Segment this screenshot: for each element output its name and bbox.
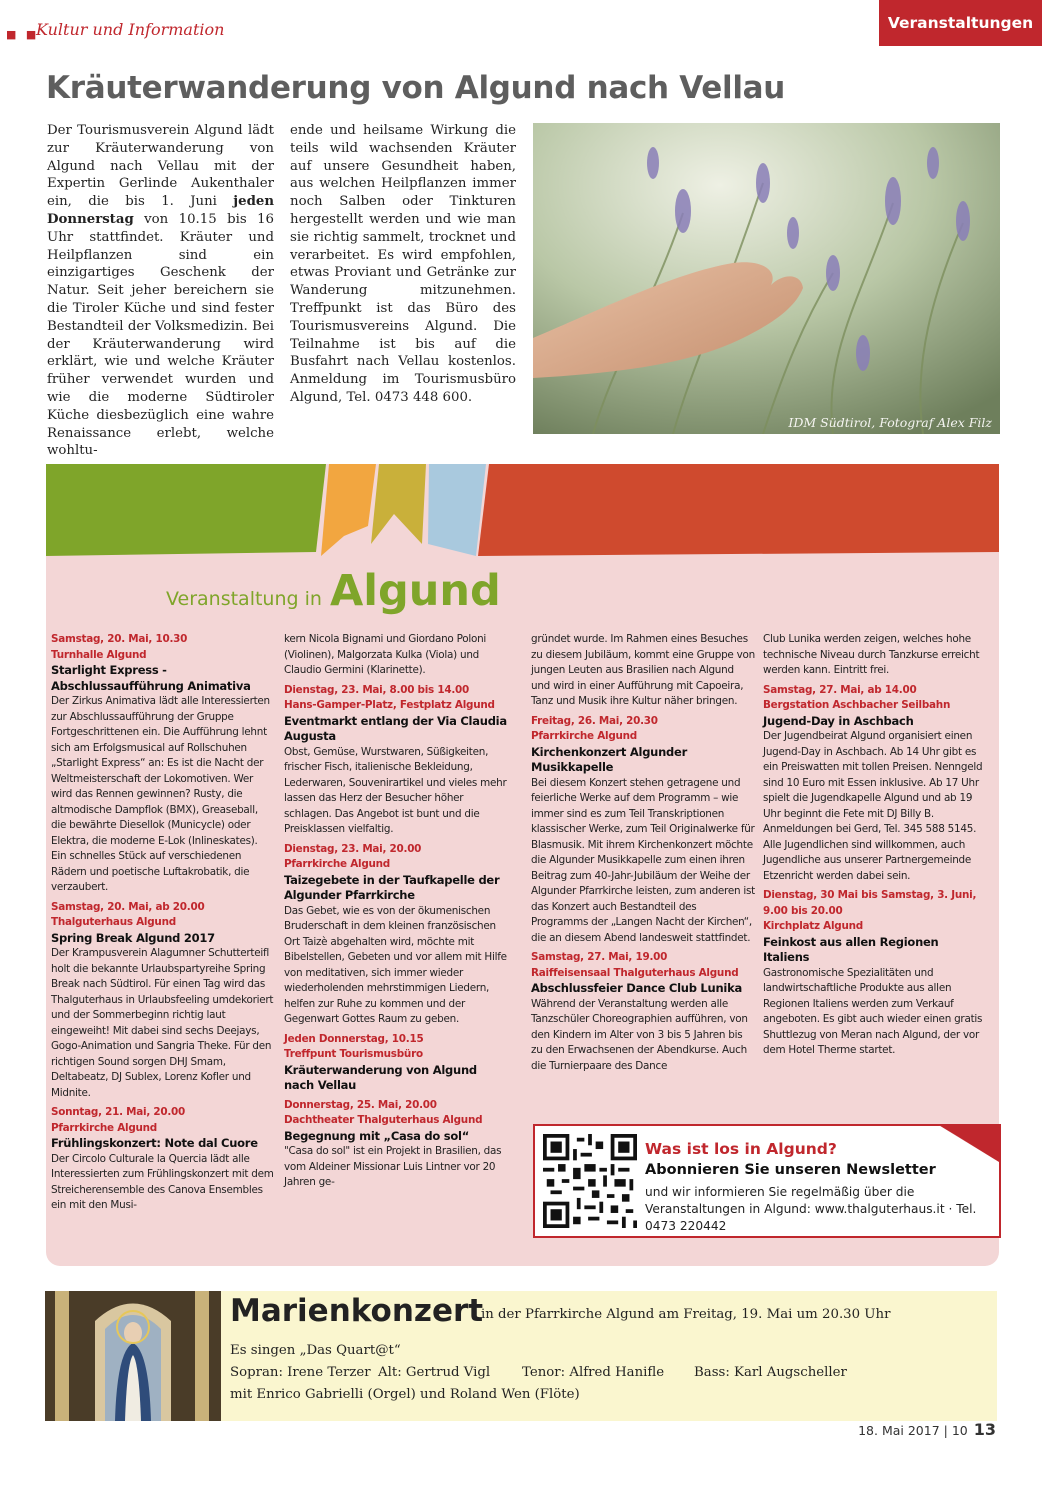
concert-title: Marienkonzert	[230, 1293, 484, 1329]
highlight-text: jeden Donnerstag	[47, 194, 274, 227]
voice-bass: Bass: Karl Augscheller	[694, 1365, 847, 1380]
corner-fold-icon	[937, 1122, 999, 1162]
header-dots: ■ ■	[6, 28, 40, 41]
events-column-2	[284, 632, 508, 1195]
herb-photo	[533, 123, 1000, 434]
article-column-1: Der Tourismusverein Algund lädt zur Kräuterwanderung von Algund nach Vellau mit der Expertin Gerlinde Aukenthaler ein, die bis 1. Juni jeden Donnerstag von 10.15 bis 16 Uhr stattfindet. Kräuter und Heilpflanzen sind ein einzigartiges Geschenk der Natur. Seit jeher bereichern sie die Tiroler Küche und sind fester Bestandteil der Volksmedizin. Bei der Kräuterwanderung wird erklärt, wie und welche Kräuter früher verwendet wurden und wie die moderne Südtiroler Küche diesbezüglich eine wahre Renaissance erlebt, welche wohltu-	[47, 123, 274, 459]
page-number: 13	[973, 1420, 996, 1439]
event-item: Jeden Donnerstag, 10.15 Treffpunt Tourismusbüro Kräuterwanderung von Algund nach Vellau	[284, 1032, 477, 1092]
page-footer	[858, 1420, 996, 1439]
event-item: Dienstag, 23. Mai, 20.00 Pfarrkirche Algund Taizegebete in der Taufkapelle der Algunder Pfarrkirche Das Gebet, wie es von der ökumenischen Bruderschaft in dem kleinen französischen Ort Taizè abgehalten wird, möchte mit Bibelstellen, Gebeten und vor allem mit Hilfe von meditativen, sich immer wieder wiederholenden mehrstimmigen Liedern, helfen zur Ruhe zu kommen und der Gegenwart Gottes Raum zu geben.	[284, 842, 507, 1025]
article-title: Kräuterwanderung von Algund nach Vellau	[46, 70, 786, 106]
event-item: Freitag, 26. Mai, 20.30 Pfarrkirche Algund Kirchenkonzert Algunder Musikkapelle Bei diesem Konzert stehen getragene und feierliche Werke auf dem Programm – wie immer sind es zum Teil Transkriptionen klassischer Werke, zum Teil Originalwerke für Blasmusik. Mit ihrem Kirchenkonzert möchte die Algunder Musikkapelle zum einen ihren Beitrag zum 40-Jahr-Jubiläum der Weihe der Algunder Pfarrkirche leisten, zum anderen ist das Konzert auch Bestandteil des Programms der „Langen Nacht der Kirchen“, die an diesem Abend landesweit stattfindet.	[531, 714, 756, 944]
lavender-hand-image	[533, 123, 1000, 434]
event-item: gründet wurde. Im Rahmen eines Besuches zu diesem Jubiläum, kommt eine Gruppe von jungen Leuten aus Brasilien nach Algund und wird in einer Aufführung mit Capoeira, Tanz und Musik ihre Kultur näher bringen.	[531, 633, 755, 707]
category-tab: Veranstaltungen	[879, 0, 1042, 46]
concert-performers: Es singen „Das Quart@t“	[230, 1343, 401, 1358]
section-label: Kultur und Information	[36, 20, 225, 39]
issue-date: 18. Mai 2017 | 10	[858, 1423, 968, 1438]
event-item: Dienstag, 23. Mai, 8.00 bis 14.00 Hans-Gamper-Platz, Festplatz Algund Eventmarkt entlang der Via Claudia Augusta Obst, Gemüse, Wurstwaren, Süßigkeiten, frischer Fisch, italienische Bekleidung, Lederwaren, Souvenirartikel und vieles mehr lassen das Herz der Besucher höher schlagen. Das Angebot ist bunt und die Preisklassen vielfaltig.	[284, 683, 507, 835]
event-item: Samstag, 20. Mai, 10.30 Turnhalle Algund Starlight Express - Abschlussaufführung Animativa Der Zirkus Animativa lädt alle Interessierten zur Abschlussaufführung der Gruppe Fortgeschrittenen ein. Die Aufführung lehnt sich am Erfolgsmusical auf Rollschuhen „Starlight Express“ an: Es ist die Nacht der Weltmeisterschaft der Lokomotiven. Wer wird das Rennen gewinnen? Rusty, die altmodische Dampflok (BMX), Greaseball, die bewährte Diesellok (Municycle) oder Elektra, die moderne E-Lok (Inlineskates). Ein schnelles Stück auf verschiedenen Rädern und poetische Luftakrobatik, die verzaubert.	[51, 633, 270, 893]
event-item: Sonntag, 21. Mai, 20.00 Pfarrkirche Algund Frühlingskonzert: Note dal Cuore Der Circolo Culturale la Quercia lädt alle Interessierten zum Frühlingskonzert mit dem Streicherensemble des Canova Ensembles ein mit den Musi-	[51, 1106, 274, 1211]
event-item: Club Lunika werden zeigen, welches hohe technische Niveau durch Tanzkurse erreicht werden kann. Eintritt frei.	[763, 633, 980, 676]
photo-credit: IDM Südtirol, Fotograf Alex Filz	[788, 415, 992, 430]
event-item: Samstag, 20. Mai, ab 20.00 Thalguterhaus Algund Spring Break Algund 2017 Der Krampusverein Alagumner Schutterteifl holt die bekannte Urlaubspartyreihe Spring Break nach Südtirol. Für einen Tag wird das Thalguterhaus in Urlaubsfeeling umdekoriert und der Sommerbeginn richtig laut eingeweiht! Mit dabei sind sechs Deejays, Gogo-Animation und Sangria Theke. Für den richtigen Sound sorgen DHJ Smam, Deltabeatz, DJ Sublex, Lorenz Kofler und Midnite.	[51, 900, 274, 1099]
voice-sopran: Sopran: Irene Terzer	[230, 1365, 371, 1380]
qr-code-icon[interactable]	[543, 1134, 637, 1228]
newsletter-subtitle: Abonnieren Sie unseren Newsletter	[645, 1162, 936, 1178]
events-column-3	[531, 632, 755, 1078]
event-item: Dienstag, 30 Mai bis Samstag, 3. Juni, 9.00 bis 20.00 Kirchplatz Algund Feinkost aus allen Regionen Italiens Gastronomische Spezialitäten und landwirtschaftliche Produkte aus allen Regionen Italiens werden zum Verkauf angeboten. Es gibt auch wieder einen gratis Shuttlezug von Meran nach Algund, der vor dem Hotel Therme startet.	[763, 889, 983, 1056]
madonna-altar-photo	[45, 1291, 221, 1421]
event-item: Samstag, 27. Mai, 19.00 Raiffeisensaal Thalguterhaus Algund Abschlussfeier Dance Club Lunika Während der Veranstaltung werden alle Tanzschüler Choreographien aufführen, von den Kindern im Alter von 3 bis 5 Jahren bis zu den Erwachsenen der Abendkurse. Auch die Turnierpaare des Dance	[531, 951, 748, 1072]
events-heading-small: Veranstaltung in	[166, 588, 322, 610]
events-heading-big: Algund	[329, 566, 501, 616]
events-column-1	[51, 632, 275, 1218]
concert-subtitle: in der Pfarrkirche Algund am Freitag, 19. Mai um 20.30 Uhr	[481, 1307, 891, 1322]
events-heading	[166, 566, 501, 616]
madonna-image	[45, 1291, 221, 1421]
newsletter-title: Was ist los in Algund?	[645, 1140, 837, 1158]
newsletter-text: und wir informieren Sie regelmäßig über die Veranstaltungen in Algund: www.thalguterhaus.it · Tel. 0473 220442	[645, 1185, 977, 1233]
newsletter-box	[533, 1124, 1001, 1238]
concert-instruments: mit Enrico Gabrielli (Orgel) und Roland Wen (Flöte)	[230, 1387, 580, 1402]
event-item: kern Nicola Bignami und Giordano Poloni (Violinen), Malgorzata Kulka (Viola) und Claudio Germini (Klarinette).	[284, 633, 487, 676]
event-item: Donnerstag, 25. Mai, 20.00 Dachtheater Thalguterhaus Algund Begegnung mit „Casa do sol“ "Casa do sol" ist ein Projekt in Brasilien, das vom Aldeiner Missionar Luis Lintner vor 20 Jahren ge-	[284, 1098, 502, 1188]
events-column-4	[763, 632, 987, 1063]
concert-voices	[230, 1365, 847, 1380]
concert-box	[221, 1291, 997, 1421]
voice-alt: Alt: Gertrud Vigl	[378, 1365, 491, 1380]
voice-tenor: Tenor: Alfred Hanifle	[522, 1365, 665, 1380]
events-banner-graphic	[46, 464, 999, 559]
article-column-2: ende und heilsame Wirkung die teils wild wachsenden Kräuter auf unsere Gesundheit haben, aus welchen Heilpflanzen immer noch Salben oder Tinkturen hergestellt werden und wie man sie richtig sammelt, trocknet und verarbeitet. Es wird empfohlen, etwas Proviant und Getränke zur Wanderung mitzunehmen. Treffpunkt ist das Büro des Tourismusvereins Algund. Die Teilnahme ist bis auf die Busfahrt nach Vellau kostenlos. Anmeldung im Tourismusbüro Algund, Tel. 0473 448 600.	[290, 123, 516, 405]
event-item: Samstag, 27. Mai, ab 14.00 Bergstation Aschbacher Seilbahn Jugend-Day in Aschbach Der Jugendbeirat Algund organisiert einen Jugend-Day in Aschbach. Ab 14 Uhr gibt es ein Preiswatten mit tollen Preisen. Nenngeld sind 10 Euro mit Essen inklusive. Ab 17 Uhr spielt die Jugendkapelle Algund und ab 19 Uhr beginnt die Fete mit DJ Billy B. Anmeldungen bei Gerd, Tel. 345 588 5145. Alle Jugendlichen sind willkommen, auch Jugendliche aus unserer Partnergemeinde Etzenricht werden dabei sein.	[763, 683, 983, 882]
